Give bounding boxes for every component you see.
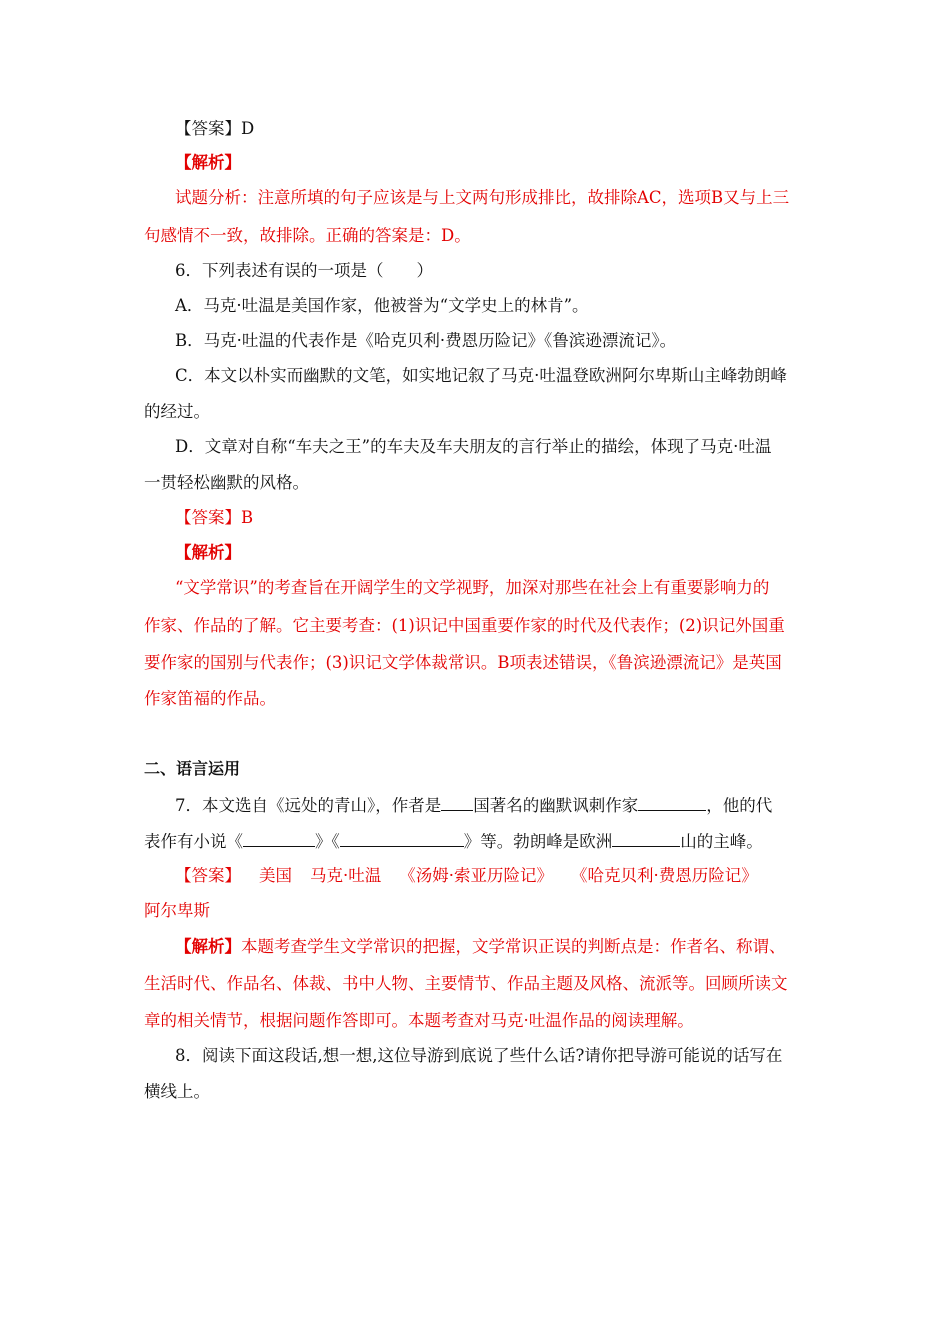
q7-answer-item: 《哈克贝利·费恩历险记》 <box>571 866 758 885</box>
q7-text: ，他的代 <box>706 796 773 815</box>
q6-option-c-cont: 的经过。 <box>144 402 210 421</box>
q7-blank-work2[interactable] <box>340 831 464 847</box>
section-title: 二、语言运用 <box>144 759 241 778</box>
q5-analysis-line: 试题分析：注意所填的句子应该是与上文两句形成排比，故排除AC，选项B又与上三 <box>175 188 790 207</box>
q7-line2 <box>144 831 763 852</box>
q7-text: 》《 <box>315 832 340 851</box>
q6-option-d: D．文章对自称“车夫之王”的车夫及车夫朋友的言行举止的描绘，体现了马克·吐温 <box>175 437 772 456</box>
q7-analysis <box>175 937 786 957</box>
q7-blank-country[interactable] <box>441 795 473 811</box>
q5-answer-label: 【答案】 <box>175 119 241 138</box>
q7-answer-item: 《汤姆·索亚历险记》 <box>399 866 553 885</box>
q5-answer-value: D <box>241 119 255 138</box>
q6-option-c: C．本文以朴实而幽默的文笔，如实地记叙了马克·吐温登欧洲阿尔卑斯山主峰勃朗峰 <box>175 366 787 385</box>
q7-analysis-label: 【解析】 <box>175 937 241 956</box>
q7-blank-work1[interactable] <box>243 831 315 847</box>
q7-text: 山的主峰。 <box>680 832 763 851</box>
q6-option-d-cont: 一贯轻松幽默的风格。 <box>144 473 309 492</box>
q7-answer <box>175 866 758 886</box>
q7-analysis-line: 章的相关情节，根据问题作答即可。本题考查对马克·吐温作品的阅读理解。 <box>144 1011 694 1030</box>
q7-text: 国著名的幽默讽刺作家 <box>473 796 639 815</box>
q6-analysis-line: 作家、作品的了解。它主要考查：(1)识记中国重要作家的时代及代表作；(2)识记外国重 <box>144 616 785 635</box>
q5-analysis-label: 【解析】 <box>175 153 241 172</box>
q7-text: 》等。勃朗峰是欧洲 <box>463 832 613 851</box>
q7-answer-item: 马克·吐温 <box>310 866 382 885</box>
q5-analysis-line: 句感情不一致，故排除。正确的答案是：D。 <box>144 226 471 245</box>
q7-answer-cont: 阿尔卑斯 <box>144 901 210 920</box>
q7-answer-label: 【答案】 <box>175 866 241 885</box>
q8-stem: 8．阅读下面这段话,想一想,这位导游到底说了些什么话?请你把导游可能说的话写在 <box>175 1046 783 1065</box>
q6-option-b: B．马克·吐温的代表作是《哈克贝利·费恩历险记》《鲁滨逊漂流记》。 <box>175 331 677 350</box>
q7-analysis-line: 生活时代、作品名、体裁、书中人物、主要情节、作品主题及风格、流派等。回顾所读文 <box>144 974 788 993</box>
q7-text: 7．本文选自《远处的青山》，作者是 <box>175 796 442 815</box>
q7-blank-author[interactable] <box>638 795 706 811</box>
q5-answer <box>175 119 254 139</box>
q6-answer: 【答案】B <box>175 508 254 527</box>
q6-analysis-line: 要作家的国别与代表作；(3)识记文学体裁常识。B项表述错误，《鲁滨逊漂流记》是英国 <box>144 653 782 672</box>
q7-answer-item: 美国 <box>259 866 292 885</box>
q6-stem: 6．下列表述有误的一项是（ ） <box>175 261 433 280</box>
q6-analysis-line: 作家笛福的作品。 <box>144 689 276 708</box>
q7-text: 表作有小说《 <box>144 832 243 851</box>
q6-analysis-label: 【解析】 <box>175 543 241 562</box>
q6-option-a: A．马克·吐温是美国作家，他被誉为“文学史上的林肯”。 <box>175 296 589 315</box>
q7-line1 <box>175 795 772 816</box>
q8-stem-cont: 横线上。 <box>144 1082 210 1101</box>
q6-analysis-line: “文学常识”的考查旨在开阔学生的文学视野，加深对那些在社会上有重要影响力的 <box>175 578 770 597</box>
q7-blank-mountain[interactable] <box>612 831 680 847</box>
q7-analysis-line: 本题考查学生文学常识的把握，文学常识正误的判断点是：作者名、称谓、 <box>241 937 786 956</box>
